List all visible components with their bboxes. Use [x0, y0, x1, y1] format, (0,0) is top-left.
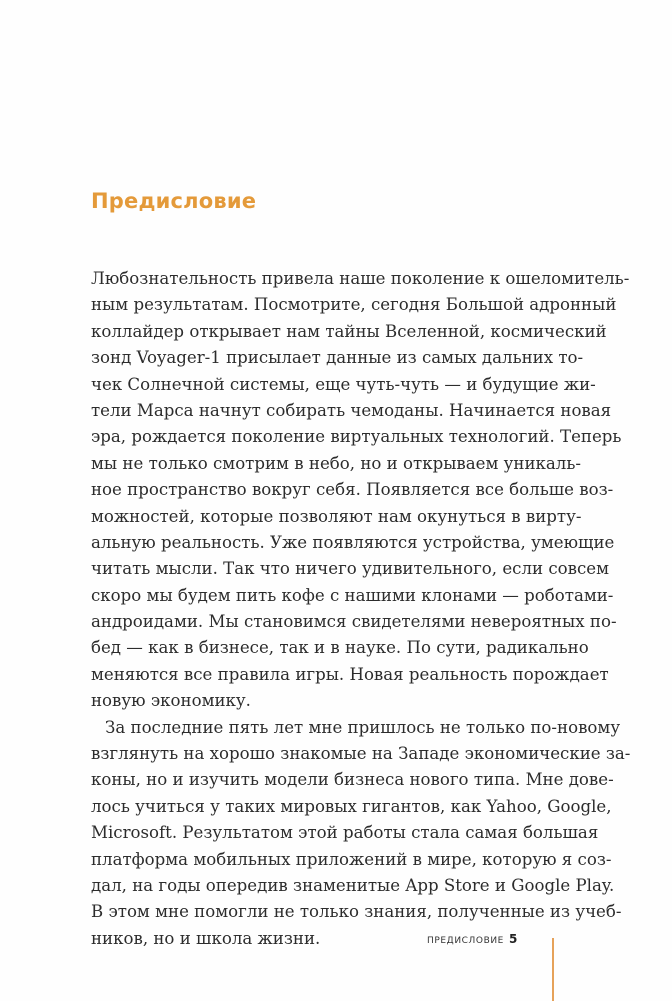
text-line: За последние пять лет мне пришлось не только по-новому [105, 717, 621, 737]
text-line: читать мысли. Так что ничего удивительного, если совсем [91, 559, 609, 579]
text-line: чек Солнечной системы, еще чуть-чуть — и будущие жи- [91, 374, 596, 394]
running-head: ПРЕДИСЛОВИЕ [427, 936, 504, 946]
text-line: взглянуть на хорошо знакомые на Западе экономические за- [91, 744, 631, 764]
text-line: дал, на годы опередив знаменитые App Store и Google Play. [91, 875, 615, 895]
text-line: ников, но и школа жизни. [91, 928, 321, 948]
text-line: ным результатам. Посмотрите, сегодня Большой адронный [91, 295, 617, 315]
text-line: скоро мы будем пить кофе с нашими клонами — роботами- [91, 585, 614, 605]
text-line: новую экономику. [91, 691, 251, 711]
text-line: можностей, которые позволяют нам окунуться в вирту- [91, 506, 582, 526]
text-line: Любознательность привела наше поколение к ошеломитель- [91, 269, 630, 288]
text-line: лось учиться у таких мировых гигантов, как Yahoo, Google, [91, 796, 612, 816]
paragraph-1 [91, 266, 630, 715]
text-line: эра, рождается поколение виртуальных технологий. Теперь [91, 427, 622, 447]
text-line: мы не только смотрим в небо, но и открываем уникаль- [91, 453, 581, 473]
text-line: андроидами. Мы становимся свидетелями невероятных по- [91, 612, 617, 632]
page-number: 5 [509, 932, 518, 946]
text-line: Microsoft. Результатом этой работы стала самая большая [91, 823, 599, 843]
text-line: платформа мобильных приложений в мире, которую я соз- [91, 849, 612, 869]
text-line: тели Марса начнут собирать чемоданы. Начинается новая [91, 400, 612, 420]
text-line: В этом мне помогли не только знания, полученные из учеб- [91, 902, 622, 922]
text-line: ное пространство вокруг себя. Появляется все больше воз- [91, 480, 614, 500]
chapter-heading: Предисловие [91, 189, 257, 213]
text-line: меняются все правила игры. Новая реальность порождает [91, 664, 609, 684]
text-line: коны, но и изучить модели бизнеса нового типа. Мне дове- [91, 770, 614, 790]
text-line: бед — как в бизнесе, так и в науке. По сути, радикально [91, 638, 589, 658]
text-line: зонд Voyager-1 присылает данные из самых дальних то- [91, 348, 584, 368]
paragraph-2 [91, 715, 631, 953]
text-line: коллайдер открывает нам тайны Вселенной, космический [91, 321, 607, 341]
page-edge-marker [552, 938, 554, 1001]
body-text [91, 266, 631, 952]
text-line: альную реальность. Уже появляются устройства, умеющие [91, 532, 615, 552]
